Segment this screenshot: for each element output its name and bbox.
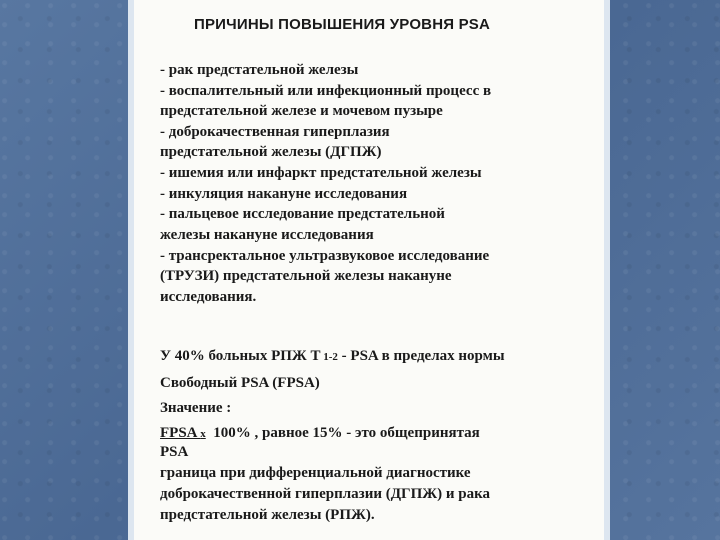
cause-line: - трансректальное ультразвуковое исследование [160,248,490,264]
cause-line: исследования. [160,289,257,305]
cause-line: железы накануне исследования [160,227,374,243]
formula-denominator: PSA [160,444,189,460]
page-title: ПРИЧИНЫ ПОВЫШЕНИЯ УРОВНЯ PSA [194,16,491,33]
formula-line [160,424,480,443]
stat-line-pre: У 40% больных РПЖ Т [160,348,321,364]
stat-line-subscript: 1-2 [320,351,338,363]
cause-line: предстательной железы (ДГПЖ) [160,144,382,160]
stat-line [160,347,505,366]
value-label: Значение : [160,400,232,416]
cause-line: - воспалительный или инфекционный процесс в [160,83,492,99]
cause-line: предстательной железе и мочевом пузыре [160,103,443,119]
cause-line: - ишемия или инфаркт предстательной железы [160,165,482,181]
cause-line: (ТРУЗИ) предстательной железы накануне [160,268,452,284]
formula-numerator: FPSA [160,425,198,441]
conclusion-line: граница при дифференциальной диагностике [160,465,471,481]
cause-line: - пальцевое исследование предстательной [160,206,445,222]
cause-line: - доброкачественная гиперплазия [160,124,390,140]
conclusion-line: предстательной железы (РПЖ). [160,507,375,523]
cause-line: - инкуляция накануне исследования [160,186,408,202]
document-page [134,0,604,540]
cause-line: - рак предстательной железы [160,62,359,78]
stat-line-post: - PSA в пределах нормы [337,348,505,364]
formula-percent: 100% [213,425,251,441]
conclusion-line: доброкачественной гиперплазии (ДГПЖ) и рака [160,486,490,502]
right-border-stripe [604,0,610,540]
formula-rest: , равное 15% - это общепринятая [250,425,480,441]
free-psa-line: Свободный PSA (FPSA) [160,375,320,391]
formula-times: х [200,428,206,440]
